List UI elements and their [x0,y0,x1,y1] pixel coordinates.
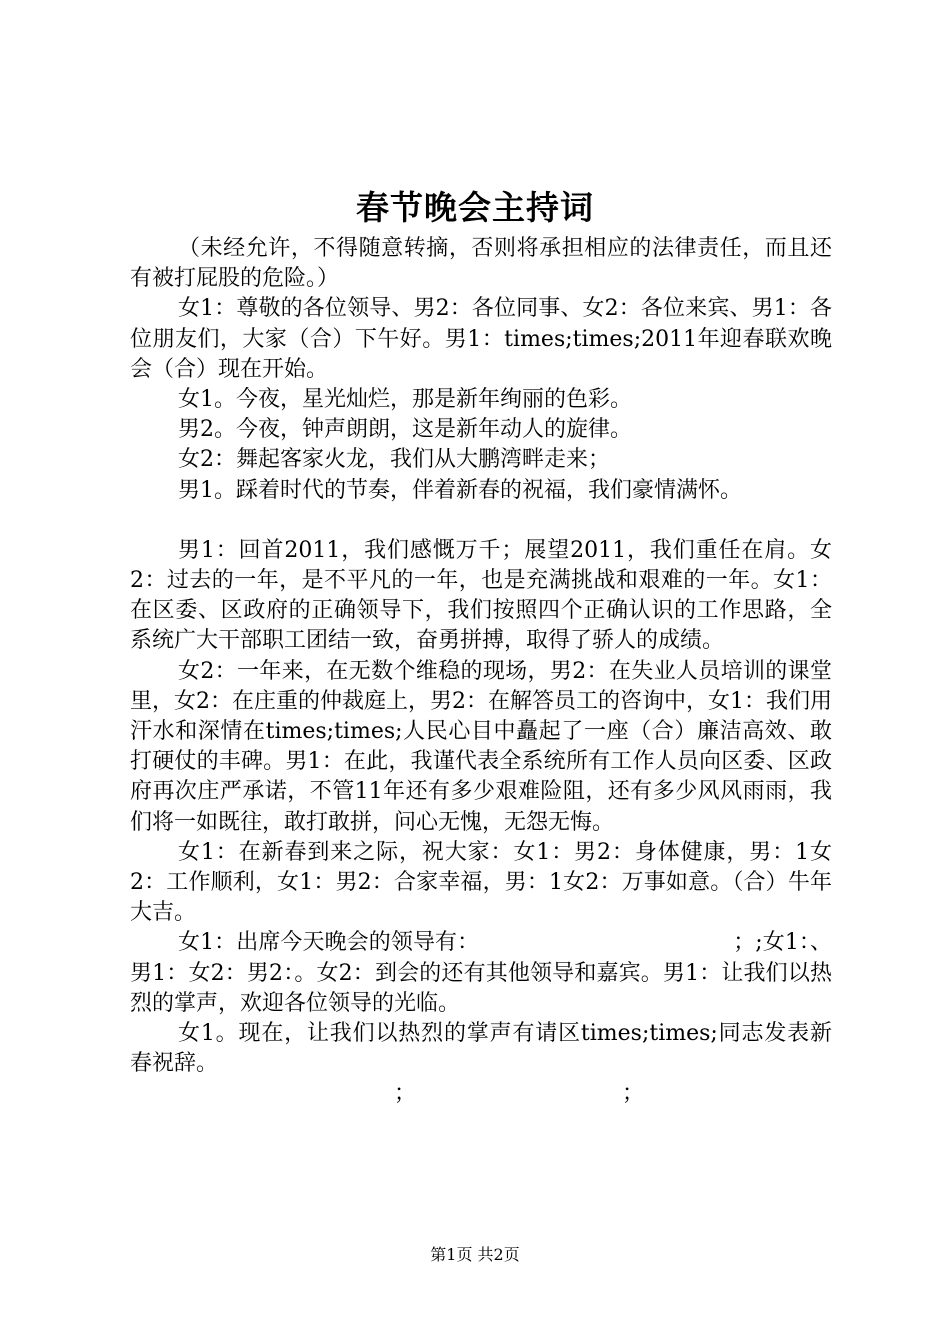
paragraph-leaders-attending: 女1：出席今天晚会的领导有： ；;女1：、男1：女2：男2：。女2：到会的还有其他领导和嘉宾。男1：让我们以热烈的掌声，欢迎各位领导的光临。 [130,930,832,1016]
paragraph-year-work: 女2：一年来，在无数个维稳的现场，男2：在失业人员培训的课堂里，女2：在庄重的仲裁庭上，男2：在解答员工的咨询中，女1：我们用汗水和深情在times;times;人民心目中矗起了一座（合）廉洁高效、敢打硬仗的丰碑。男1：在此，我谨代表全系统所有工作人员向区委、区政府再次庄严承诺，不管11年还有多少艰难险阻，还有多少风风雨雨，我们将一如既往，敢打敢拼，问心无愧，无怨无悔。 [130,658,832,835]
paragraph-tonight-stars: 女1。今夜，星光灿烂，那是新年绚丽的色彩。 [178,387,632,413]
paragraph-disclaimer: （未经允许，不得随意转摘，否则将承担相应的法律责任，而且还有被打屁股的危险。） [130,236,832,292]
paragraph-speech-invite: 女1。现在，让我们以热烈的掌声有请区times;times;同志发表新春祝辞。 [130,1021,832,1077]
paragraph-times-rhythm: 男1。踩着时代的节奏，伴着新春的祝福，我们豪情满怀。 [178,477,742,503]
document-title: 春节晚会主持词 [356,188,594,227]
paragraph-new-year-wishes: 女1：在新春到来之际，祝大家：女1：男2：身体健康，男：1女2：工作顺利，女1：男2：合家幸福，男：1女2：万事如意。（合）牛年大吉。 [130,839,832,926]
paragraph-opening-greeting: 女1：尊敬的各位领导、男2：各位同事、女2：各位来宾、男1：各位朋友们，大家（合）下午好。男1：times;times;2011年迎春联欢晚会（合）现在开始。 [130,296,832,382]
semicolon-mark: ； [622,1081,645,1107]
paragraph-review-year: 男1：回首2011，我们感慨万千；展望2011，我们重任在肩。女2：过去的一年，是不平凡的一年，也是充满挑战和艰难的一年。女1：在区委、区政府的正确领导下，我们按照四个正确认识的工作思路，全系统广大干部职工团结一致，奋勇拼搏，取得了骄人的成绩。 [130,537,832,654]
paragraph-tonight-bells: 男2。今夜，钟声朗朗，这是新年动人的旋律。 [178,417,632,443]
trailing-semicolons [130,1079,832,1109]
paragraph-fire-dragon: 女2：舞起客家火龙，我们从大鹏湾畔走来； [178,447,610,473]
blank-line [130,506,832,536]
semicolon-mark: ； [394,1081,417,1107]
page-footer: 第1页 共2页 [430,1245,520,1264]
document-body [130,234,832,1109]
